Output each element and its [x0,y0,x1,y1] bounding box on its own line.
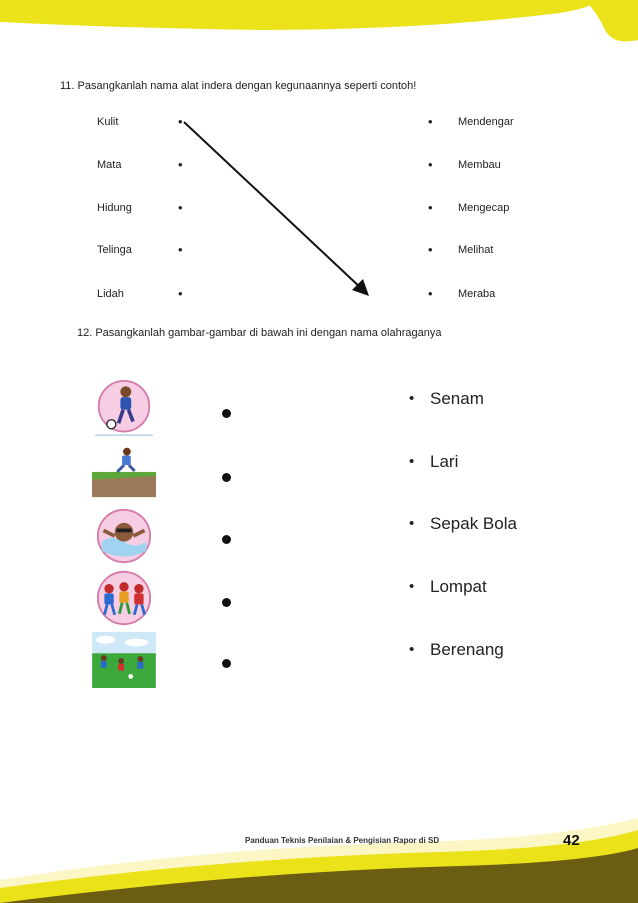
q11-right-dot: • [428,114,433,129]
three-runners-picture [92,570,156,626]
q11-left-item: Kulit [97,116,119,128]
q11-left-item: Lidah [97,288,124,300]
soccer-kick-picture [92,380,156,436]
q12-option: Lari [430,452,459,471]
footer-text: Panduan Teknis Penilaian & Pengisian Rapor di SD [245,836,440,845]
q12-option: Lompat [430,577,487,596]
q11-left-dot: • [178,242,183,257]
q11-right-dot: • [428,200,433,215]
q12-option: Sepak Bola [430,514,517,533]
q12-option-bullet: • [409,390,415,407]
soccer-field-picture [92,632,156,688]
q11-right-dot: • [428,157,433,172]
q11-left-dot: • [178,286,183,301]
q12-option: Senam [430,389,484,408]
q11-left-item: Mata [97,159,122,171]
q11-right-item: Mendengar [458,116,514,128]
q12-option-bullet: • [409,453,415,470]
q11-right-item: Melihat [458,244,494,256]
q12-middle-dot [222,409,231,418]
q12-option-bullet: • [409,515,415,532]
question-12-title: 12. Pasangkanlah gambar-gambar di bawah ini dengan nama olahraganya [77,327,442,339]
example-connector-arrow [0,0,638,320]
q11-right-item: Meraba [458,288,496,300]
q11-right-item: Membau [458,159,501,171]
q12-option: Berenang [430,640,504,659]
q11-right-dot: • [428,286,433,301]
q11-left-dot: • [178,114,183,129]
q12-middle-dot [222,659,231,668]
q11-left-item: Hidung [97,202,132,214]
q12-option-bullet: • [409,578,415,595]
question-11-title: 11. Pasangkanlah nama alat indera dengan kegunaannya seperti contoh! [60,80,417,92]
q12-option-bullet: • [409,641,415,658]
page-number: 42 [563,832,580,849]
q12-middle-dot [222,473,231,482]
long-jump-picture [92,442,156,498]
q11-left-dot: • [178,200,183,215]
swimmer-picture [92,508,156,564]
q11-right-dot: • [428,242,433,257]
q11-right-item: Mengecap [458,202,510,214]
q12-middle-dot [222,535,231,544]
q11-left-item: Telinga [97,244,132,256]
q11-left-dot: • [178,157,183,172]
footer-decoration [0,800,638,903]
q12-middle-dot [222,598,231,607]
